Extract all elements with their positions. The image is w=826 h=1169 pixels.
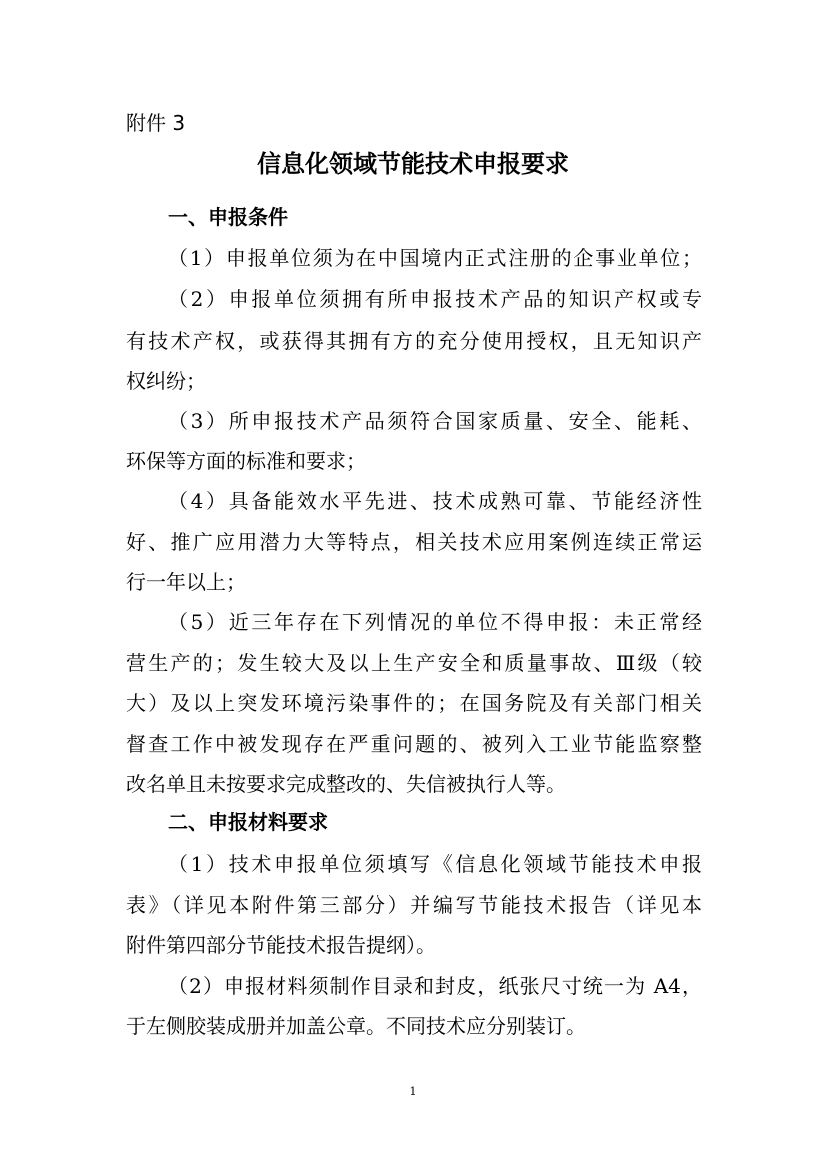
requirement-2-line: 于左侧胶装成册并加盖公章。不同技术应分别装订。 (126, 1014, 586, 1038)
condition-4-line: 行一年以上； (126, 570, 246, 594)
condition-3-line: （3）所申报技术产品须符合国家质量、安全、能耗、 (168, 409, 702, 433)
requirement-1-line: 表》（详见本附件第三部分）并编写节能技术报告（详见本 (126, 893, 702, 917)
condition-5-line: 督查工作中被发现存在严重问题的、被列入工业节能监察整 (126, 732, 702, 756)
condition-5-line: 营生产的；发生较大及以上生产安全和质量事故、Ⅲ级（较 (126, 651, 702, 675)
section-heading-material-requirements: 二、申报材料要求 (168, 810, 328, 834)
requirement-2-line: （2）申报材料须制作目录和封皮，纸张尺寸统一为 A4， (168, 974, 702, 998)
requirement-1-line: （1）技术申报单位须填写《信息化领域节能技术申报 (168, 852, 702, 876)
requirement-1-line: 附件第四部分节能技术报告提纲）。 (126, 933, 436, 957)
condition-5-line: （5）近三年存在下列情况的单位不得申报：未正常经 (168, 610, 702, 634)
condition-2-line: （2）申报单位须拥有所申报技术产品的知识产权或专 (168, 287, 702, 311)
condition-3-line: 环保等方面的标准和要求； (126, 449, 366, 473)
document-title: 信息化领域节能技术申报要求 (257, 150, 569, 178)
condition-1-line: （1）申报单位须为在中国境内正式注册的企事业单位； (168, 246, 702, 270)
condition-2-line: 有技术产权，或获得其拥有方的充分使用授权，且无知识产 (126, 329, 702, 353)
condition-5-line: 大）及以上突发环境污染事件的；在国务院及有关部门相关 (126, 691, 702, 715)
section-heading-application-conditions: 一、申报条件 (168, 205, 288, 229)
condition-2-line: 权纠纷； (126, 369, 206, 393)
condition-4-line: 好、推广应用潜力大等特点，相关技术应用案例连续正常运 (126, 530, 702, 554)
condition-4-line: （4）具备能效水平先进、技术成熟可靠、节能经济性 (168, 489, 702, 513)
condition-5-line: 改名单且未按要求完成整改的、失信被执行人等。 (126, 772, 566, 796)
attachment-label: 附件 3 (126, 111, 186, 135)
page-number: 1 (409, 1085, 417, 1098)
